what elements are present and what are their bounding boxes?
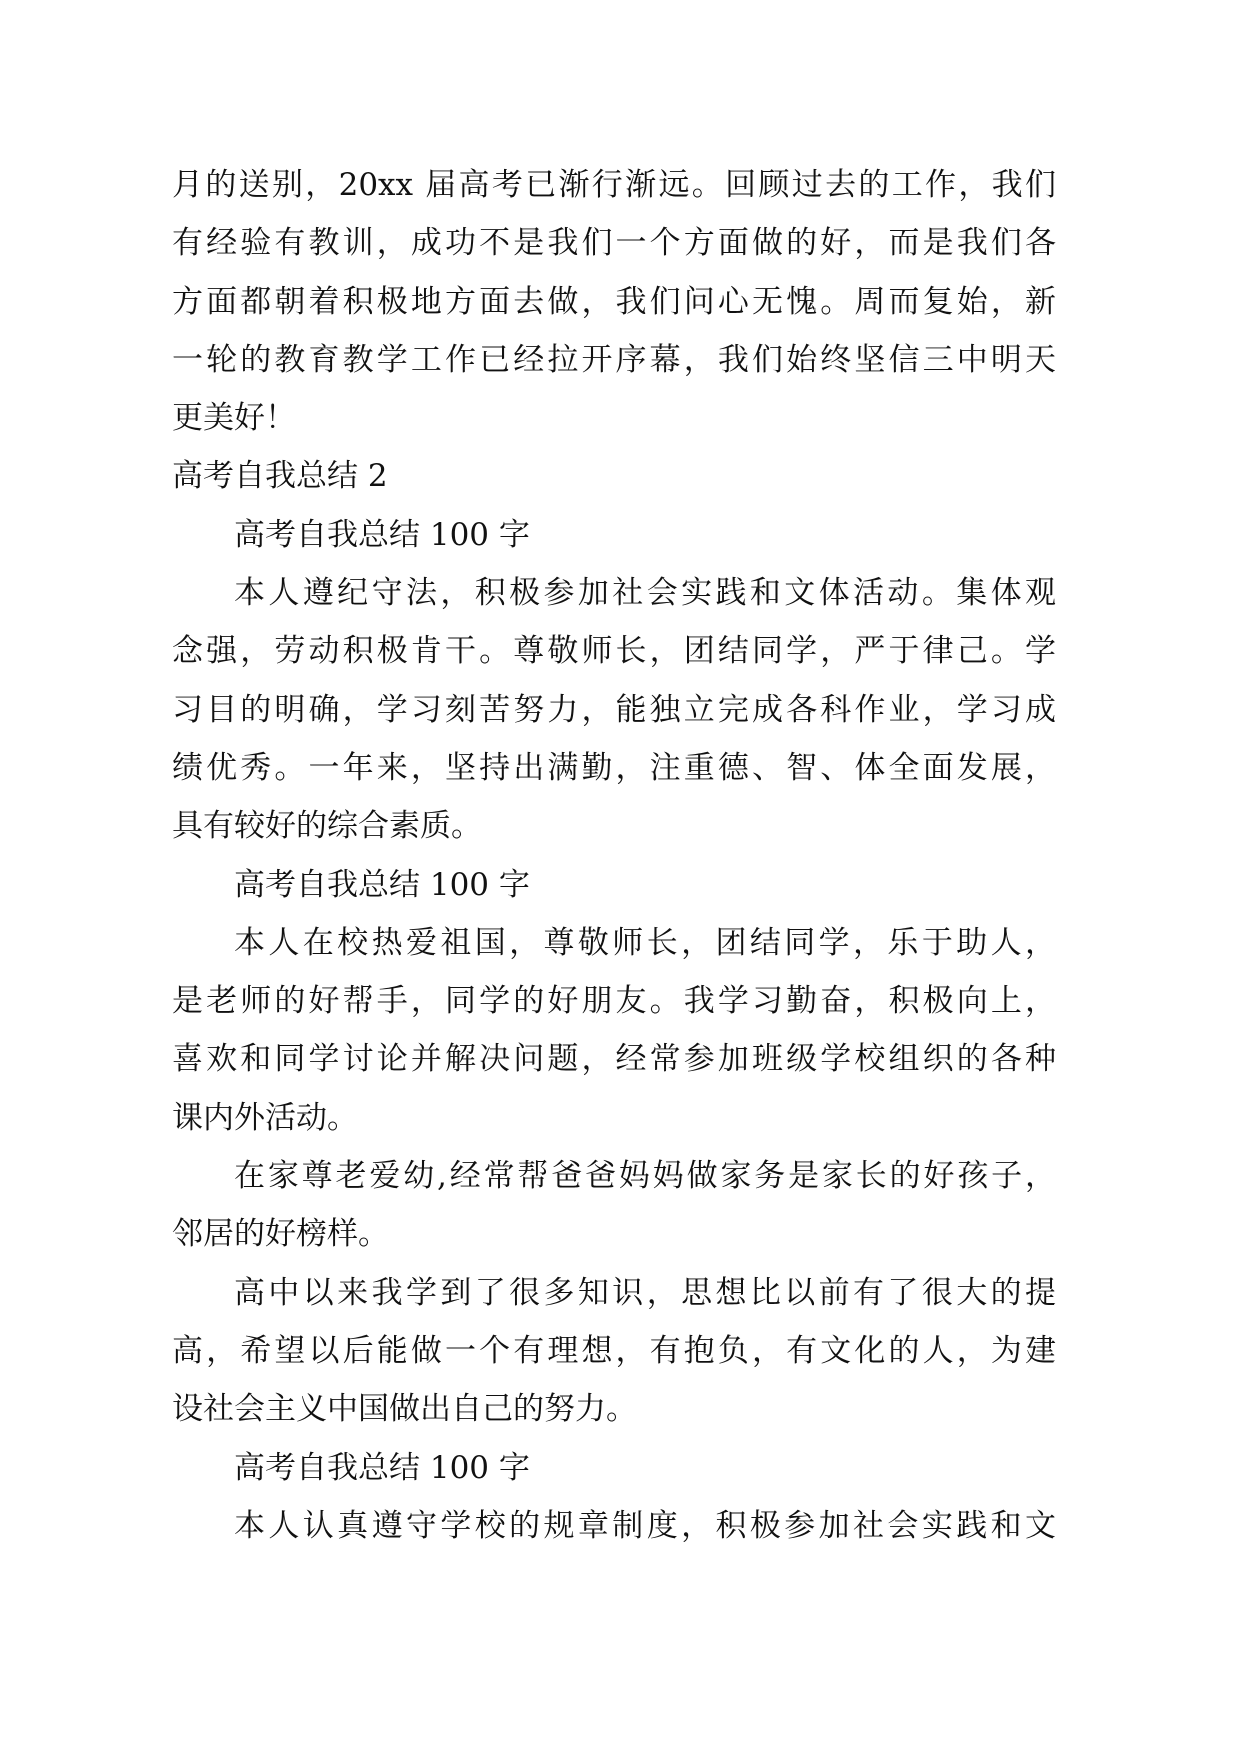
section-title: 高考自我总结 2 (172, 458, 388, 495)
text-line: 在家尊老爱幼,经常帮爸爸妈妈做家务是家长的好孩子， (234, 1158, 1056, 1195)
intro-paragraph (172, 156, 1056, 447)
text-line: 设社会主义中国做出自己的努力。 (172, 1391, 637, 1428)
text-line: 本人遵纪守法，积极参加社会实践和文体活动。集体观 (234, 575, 1056, 612)
entry-heading: 高考自我总结 100 字 (234, 516, 530, 553)
text-line: 念强，劳动积极肯干。尊敬师长，团结同学，严于律己。学 (172, 633, 1056, 670)
entry (172, 506, 1056, 856)
text-line: 高，希望以后能做一个有理想，有抱负，有文化的人，为建 (172, 1332, 1056, 1369)
text-line: 习目的明确，学习刻苦努力，能独立完成各科作业，学习成 (172, 691, 1056, 728)
text-line: 邻居的好榜样。 (172, 1216, 389, 1253)
entry-heading: 高考自我总结 100 字 (234, 866, 530, 903)
text-line: 是老师的好帮手，同学的好朋友。我学习勤奋，积极向上， (172, 983, 1056, 1020)
entry (172, 1439, 1056, 1556)
text-line: 绩优秀。一年来，坚持出满勤，注重德、智、体全面发展， (172, 749, 1056, 786)
text-line: 更美好！ (172, 400, 296, 437)
paragraph (172, 564, 1056, 855)
text-line: 有经验有教训，成功不是我们一个方面做的好，而是我们各 (172, 225, 1056, 262)
paragraph (172, 1147, 1056, 1264)
entry-heading: 高考自我总结 100 字 (234, 1449, 530, 1486)
entry (172, 856, 1056, 1439)
paragraph (172, 1264, 1056, 1439)
text-line: 本人在校热爱祖国，尊敬师长，团结同学，乐于助人， (234, 924, 1056, 961)
document-body (172, 156, 1056, 1555)
text-line: 月的送别，20xx 届高考已渐行渐远。回顾过去的工作，我们 (172, 167, 1056, 203)
text-line: 一轮的教育教学工作已经拉开序幕，我们始终坚信三中明天 (172, 341, 1056, 378)
text-line: 具有较好的综合素质。 (172, 808, 482, 845)
text-line: 本人认真遵守学校的规章制度，积极参加社会实践和文 (234, 1507, 1056, 1544)
paragraph (172, 914, 1056, 1147)
text-line: 喜欢和同学讨论并解决问题，经常参加班级学校组织的各种 (172, 1041, 1056, 1078)
text-line: 课内外活动。 (172, 1099, 358, 1136)
text-line: 方面都朝着积极地方面去做，我们问心无愧。周而复始，新 (172, 283, 1056, 320)
text-line: 高中以来我学到了很多知识，思想比以前有了很大的提 (234, 1274, 1056, 1311)
paragraph (172, 1497, 1056, 1555)
